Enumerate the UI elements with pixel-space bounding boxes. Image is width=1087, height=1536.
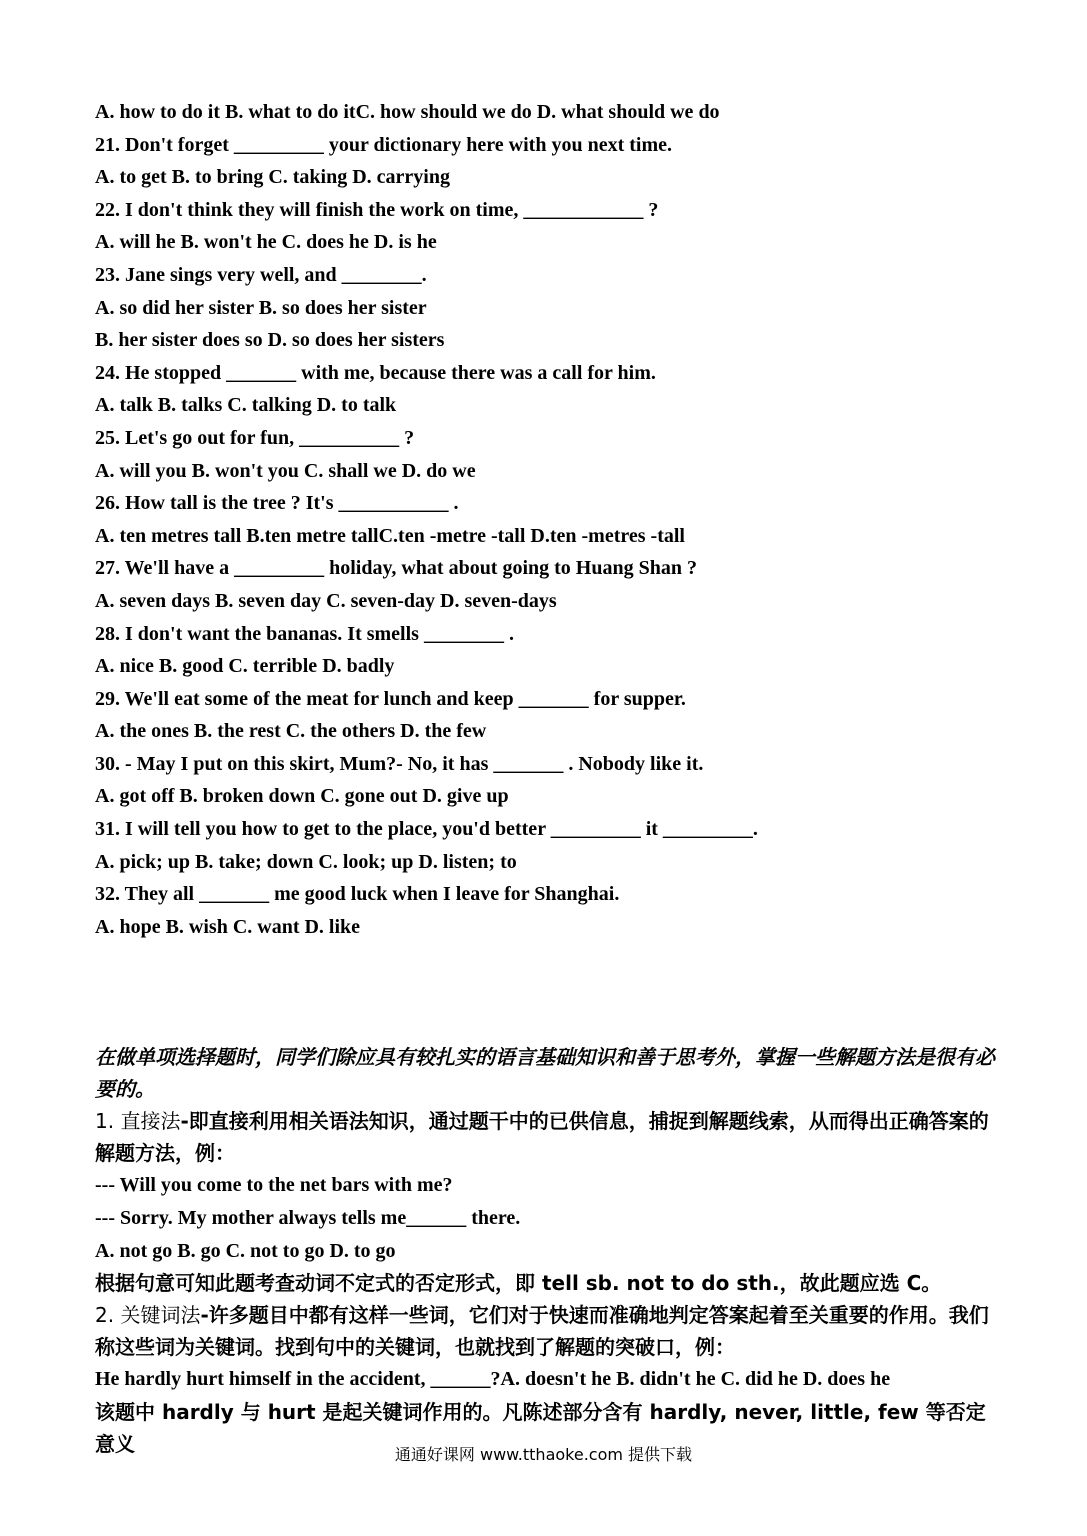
question-line: A. seven days B. seven day C. seven-day D. seven-days bbox=[95, 589, 557, 612]
question-list bbox=[95, 96, 1005, 943]
question-line: 23. Jane sings very well, and ________. bbox=[95, 263, 427, 286]
question-line: 24. He stopped _______ with me, because there was a call for him. bbox=[95, 361, 656, 384]
question-line: A. talk B. talks C. talking D. to talk bbox=[95, 394, 397, 417]
question-line: 28. I don't want the bananas. It smells ________ . bbox=[95, 622, 514, 645]
question-line: 31. I will tell you how to get to the place, you'd better _________ it _________. bbox=[95, 818, 758, 841]
method1-number: 1. bbox=[95, 1109, 121, 1134]
question-line: A. ten metres tall B.ten metre tallC.ten -metre -tall D.ten -metres -tall bbox=[95, 524, 685, 547]
question-line: 21. Don't forget _________ your dictionary here with you next time. bbox=[95, 133, 672, 156]
question-line: 29. We'll eat some of the meat for lunch and keep _______ for supper. bbox=[95, 687, 686, 710]
question-line: A. will he B. won't he C. does he D. is he bbox=[95, 231, 437, 254]
section-gap bbox=[95, 943, 1005, 1041]
method1-explanation-text: 根据句意可知此题考查动词不定式的否定形式，即 tell sb. not to do sth.，故此题应选 C。 bbox=[95, 1271, 942, 1296]
question-line: 22. I don't think they will finish the work on time, ____________ ? bbox=[95, 198, 659, 221]
tips-section bbox=[95, 1041, 1005, 1459]
question-line: A. so did her sister B. so does her sister bbox=[95, 296, 427, 319]
question-line: 25. Let's go out for fun, __________ ? bbox=[95, 426, 415, 449]
method1-desc: -即直接利用相关语法知识，通过题干中的已供信息，捕捉到解题线索，从而得出正确答案的解题方法，例： bbox=[95, 1109, 989, 1166]
method1-name: 直接法 bbox=[120, 1109, 181, 1134]
page-footer: 通通好课网 www.tthaoke.com 提供下载 bbox=[394, 1445, 693, 1464]
question-line: 32. They all _______ me good luck when I leave for Shanghai. bbox=[95, 883, 620, 906]
method1-dialog-line-2: --- Sorry. My mother always tells me______ there. bbox=[95, 1207, 521, 1230]
method2-name: 关键词法 bbox=[120, 1303, 201, 1328]
method1-explanation bbox=[95, 1267, 1005, 1299]
question-line: B. her sister does so D. so does her sisters bbox=[95, 329, 445, 352]
method2-explanation-text: 该题中 hardly 与 hurt 是起关键词作用的。凡陈述部分含有 hardly, never, little, few 等否定意义 bbox=[95, 1399, 986, 1456]
method2-number: 2. bbox=[95, 1303, 121, 1328]
question-line: 30. - May I put on this skirt, Mum?- No, it has _______ . Nobody like it. bbox=[95, 752, 704, 775]
question-line: A. to get B. to bring C. taking D. carrying bbox=[95, 166, 450, 189]
tips-intro: 在做单项选择题时，同学们除应具有较扎实的语言基础知识和善于思考外，掌握一些解题方法是很有必要的。 bbox=[95, 1045, 995, 1102]
method2-desc: -许多题目中都有这样一些词，它们对于快速而准确地判定答案起着至关重要的作用。我们称这些词为关键词。找到句中的关键词，也就找到了解题的突破口，例： bbox=[95, 1303, 989, 1360]
question-line: 26. How tall is the tree ? It's ___________ . bbox=[95, 492, 459, 515]
method1-options: A. not go B. go C. not to go D. to go bbox=[95, 1239, 396, 1262]
question-line: A. nice B. good C. terrible D. badly bbox=[95, 655, 395, 678]
question-line: A. got off B. broken down C. gone out D. give up bbox=[95, 785, 509, 808]
question-line: A. hope B. wish C. want D. like bbox=[95, 915, 361, 938]
method1-heading bbox=[95, 1105, 1005, 1169]
question-line: A. pick; up B. take; down C. look; up D. listen; to bbox=[95, 850, 517, 873]
question-line: A. how to do it B. what to do itC. how should we do D. what should we do bbox=[95, 101, 720, 123]
page-content bbox=[95, 96, 1005, 1460]
question-line: A. will you B. won't you C. shall we D. do we bbox=[95, 459, 476, 482]
question-line: A. the ones B. the rest C. the others D. the few bbox=[95, 720, 487, 743]
method2-heading bbox=[95, 1299, 1005, 1363]
question-line: 27. We'll have a _________ holiday, what about going to Huang Shan ? bbox=[95, 557, 697, 580]
method2-example: He hardly hurt himself in the accident, ______?A. doesn't he B. didn't he C. did he D. does he bbox=[95, 1368, 891, 1391]
method1-dialog-line-1: --- Will you come to the net bars with me? bbox=[95, 1174, 453, 1197]
